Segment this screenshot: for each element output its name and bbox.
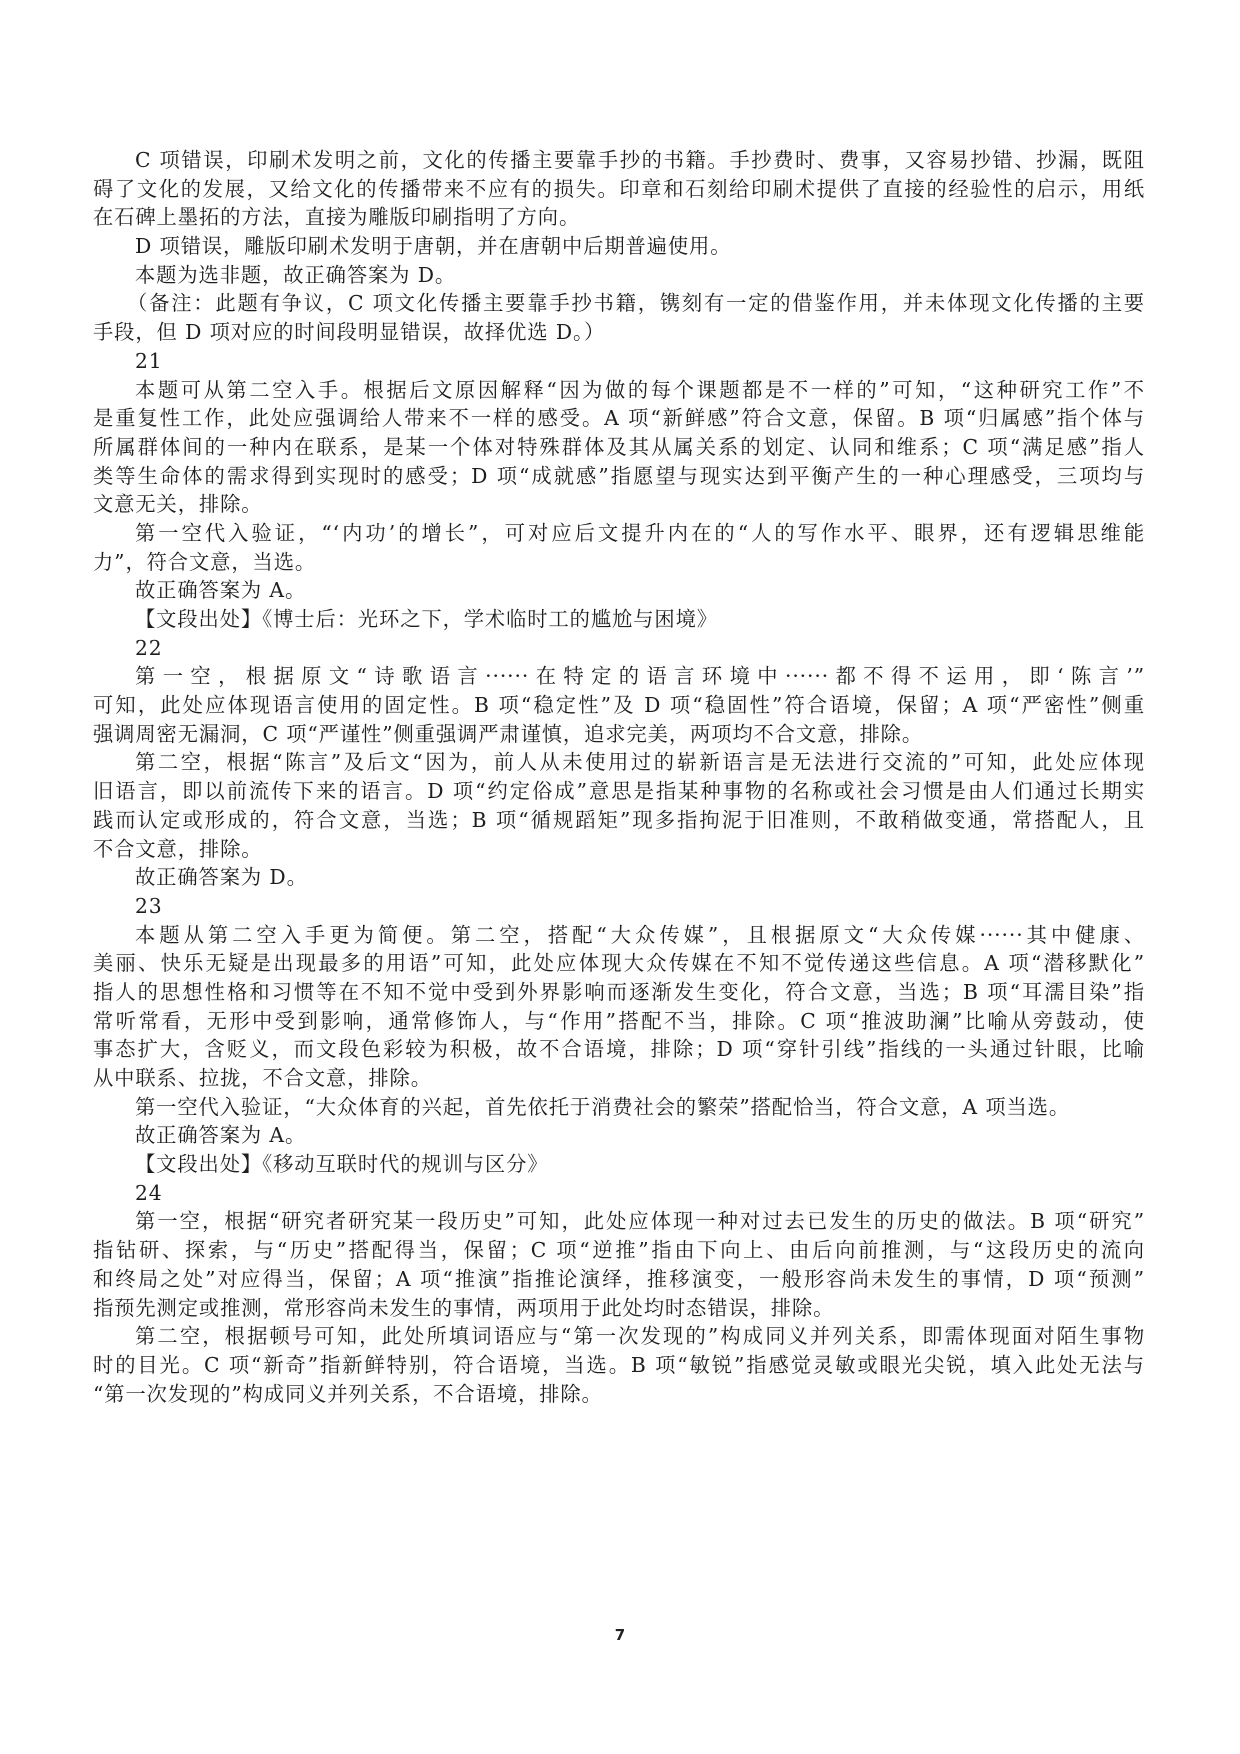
- text-line: 指人的思想性格和习惯等在不知不觉中受到外界影响而逐渐发生变化，符合文意，当选；B 项“耳濡目染”指: [93, 979, 1145, 1004]
- text-line: 时的目光。C 项“新奇”指新鲜特别，符合语境，当选。B 项“敏锐”指感觉灵敏或眼光尖锐，填入此处无法与: [93, 1352, 1145, 1377]
- text-line: 可知，此处应体现语言使用的固定性。B 项“稳定性”及 D 项“稳固性”符合语境，保留；A 项“严密性”侧重: [93, 693, 1145, 718]
- text-line: 第一空代入验证，“大众体育的兴起，首先依托于消费社会的繁荣”搭配恰当，符合文意，A 项当选。: [135, 1094, 1071, 1119]
- text-line: 事态扩大，含贬义，而文段色彩较为积极，故不合语境，排除；D 项“穿针引线”指线的一头通过针眼，比喻: [93, 1037, 1145, 1062]
- text-line: 第二空，根据顿号可知，此处所填词语应与“第一次发现的”构成同义并列关系，即需体现面对陌生事物: [135, 1324, 1145, 1349]
- text-line: D 项错误，雕版印刷术发明于唐朝，并在唐朝中后期普遍使用。: [135, 234, 732, 259]
- text-line: 在石碑上墨拓的方法，直接为雕版印刷指明了方向。: [93, 205, 581, 230]
- source-line: 【文段出处】《移动互联时代的规训与区分》: [135, 1152, 549, 1177]
- text-line: 不合文意，排除。: [93, 836, 263, 861]
- page-number: 7: [614, 1626, 626, 1644]
- text-line: 类等生命体的需求得到实现时的感受；D 项“成就感”指愿望与现实达到平衡产生的一种心理感受，三项均与: [93, 463, 1145, 488]
- question-number: 22: [135, 635, 163, 660]
- text-line: 常听常看，无形中受到影响，通常修饰人，与“作用”搭配不当，排除。C 项“推波助澜”比喻从旁鼓动，使: [93, 1008, 1145, 1033]
- text-line: 践而认定或形成的，符合文意，当选；B 项“循规蹈矩”现多指拘泥于旧准则，不敢稍做变通，常搭配人，且: [93, 807, 1145, 832]
- question-number: 24: [135, 1180, 163, 1205]
- text-line: 强调周密无漏洞，C 项“严谨性”侧重强调严肃谨慎，追求完美，两项均不合文意，排除。: [93, 721, 924, 746]
- answer-line: 本题为选非题，故正确答案为 D。: [135, 262, 457, 287]
- question-number: 21: [135, 348, 163, 373]
- text-line: 美丽、快乐无疑是出现最多的用语”可知，此处应体现大众传媒在不知不觉传递这些信息。A 项“潜移默化”: [93, 951, 1145, 976]
- note-line: （备注：此题有争议，C 项文化传播主要靠手抄书籍，镌刻有一定的借鉴作用，并未体现文化传播的主要: [127, 291, 1145, 316]
- text-line: 碍了文化的发展，又给文化的传播带来不应有的损失。印章和石刻给印刷术提供了直接的经验性的启示，用纸: [93, 176, 1145, 201]
- text-line: 本题从第二空入手更为简便。第二空，搭配“大众传媒”，且根据原文“大众传媒······其中健康、: [135, 922, 1145, 947]
- text-line: 是重复性工作，此处应强调给人带来不一样的感受。A 项“新鲜感”符合文意，保留。B 项“归属感”指个体与: [93, 406, 1145, 431]
- text-line: 第一空代入验证，“‘内功’的增长”，可对应后文提升内在的“人的写作水平、眼界，还有逻辑思维能: [135, 520, 1145, 545]
- question-number: 23: [135, 893, 163, 918]
- text-line: C 项错误，印刷术发明之前，文化的传播主要靠手抄的书籍。手抄费时、费事，又容易抄错、抄漏，既阻: [135, 148, 1145, 172]
- text-line: 本题可从第二空入手。根据后文原因解释“因为做的每个课题都是不一样的”可知，“这种研究工作”不: [135, 377, 1145, 402]
- text-line: 第一空，根据原文“诗歌语言······在特定的语言环境中······都不得不运用，即‘陈言’”: [135, 664, 1145, 689]
- source-line: 【文段出处】《博士后：光环之下，学术临时工的尴尬与困境》: [135, 607, 718, 631]
- document-page: [93, 146, 1145, 1408]
- text-line: 指预先测定或推测，常形容尚未发生的事情，两项用于此处均时态错误，排除。: [93, 1295, 835, 1320]
- text-line: 第二空，根据“陈言”及后文“因为，前人从未使用过的崭新语言是无法进行交流的”可知，此处应体现: [135, 750, 1145, 775]
- answer-line: 故正确答案为 D。: [135, 865, 308, 890]
- answer-line: 故正确答案为 A。: [135, 578, 307, 603]
- text-line: 第一空，根据“研究者研究某一段历史”可知，此处应体现一种对过去已发生的历史的做法。B 项“研究”: [135, 1209, 1145, 1234]
- text-line: 和终局之处”对应得当，保留；A 项“推演”指推论演绎，推移演变，一般形容尚未发生的事情，D 项“预测”: [93, 1266, 1145, 1291]
- text-line: 指钻研、探索，与“历史”搭配得当，保留；C 项“逆推”指由下向上、由后向前推测，与“这段历史的流向: [93, 1238, 1145, 1263]
- text-line: 所属群体间的一种内在联系，是某一个体对特殊群体及其从属关系的划定、认同和维系；C 项“满足感”指人: [93, 434, 1145, 459]
- text-line: 从中联系、拉拢，不合文意，排除。: [93, 1066, 432, 1090]
- text-line: 旧语言，即以前流传下来的语言。D 项“约定俗成”意思是指某种事物的名称或社会习惯是由人们通过长期实: [93, 779, 1145, 804]
- note-line: 手段，但 D 项对应的时间段明显错误，故择优选 D。）: [93, 320, 606, 345]
- text-line: 文意无关，排除。: [93, 492, 263, 517]
- answer-line: 故正确答案为 A。: [135, 1123, 307, 1148]
- text-line: 力”，符合文意，当选。: [93, 549, 317, 574]
- text-line: “第一次发现的”构成同义并列关系，不合语境，排除。: [93, 1381, 603, 1406]
